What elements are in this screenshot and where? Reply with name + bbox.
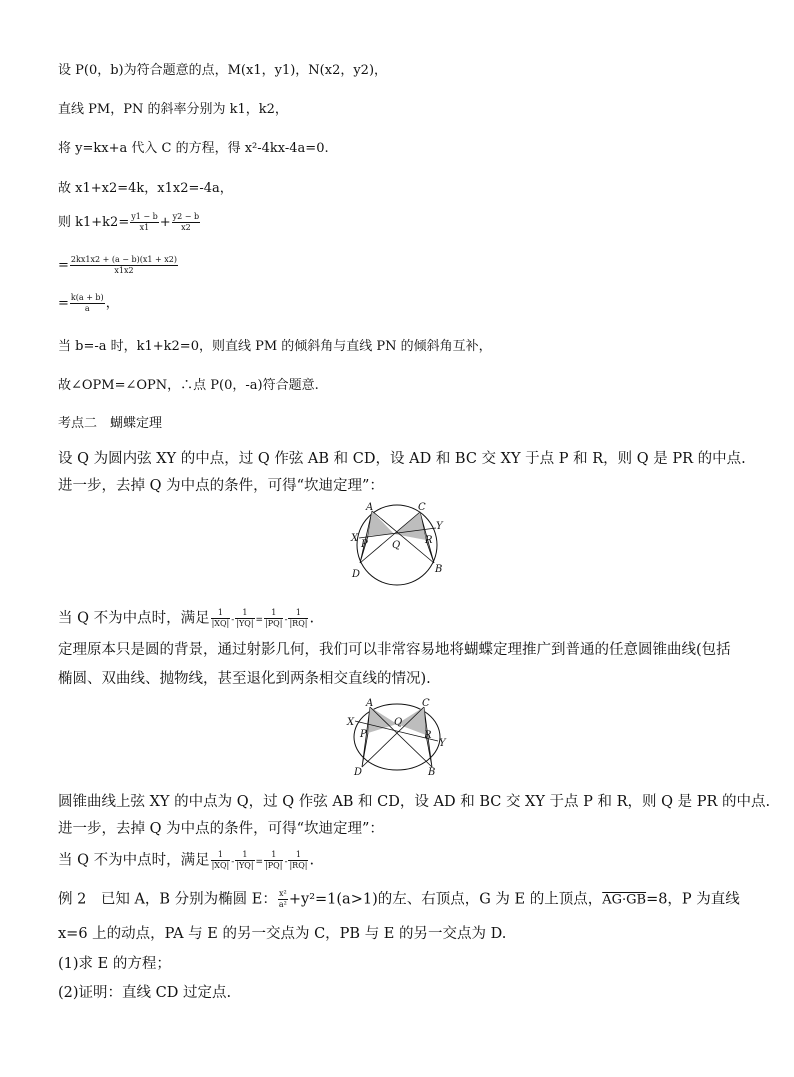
- projective-paragraph-line-2: 椭圆、双曲线、抛物线，甚至退化到两条相交直线的情况).: [58, 671, 431, 687]
- example-2-part-1: (1)求 E 的方程；: [58, 956, 171, 972]
- example-2-part-2: (2)证明：直线 CD 过定点.: [58, 985, 232, 1001]
- label-R: R: [425, 535, 433, 546]
- solution-line-6: [58, 255, 179, 276]
- label-Q: Q: [392, 540, 401, 551]
- fraction-result: $\frac{k(a + b)}{a}$: [70, 293, 104, 313]
- plus-sign: +: [159, 215, 171, 230]
- example-2-line-1: 例 2 已知 A，B 分别为椭圆 E： $\frac{\text{x²}}{\text{a²}}$ +y²=1(a>1)的左、右顶点，G 为 E 的上顶点，AG·GB=8，P 为直线: [58, 889, 740, 909]
- label-D: D: [354, 767, 363, 778]
- equals-sign: =: [58, 258, 69, 273]
- kandi-formula-2: 当 Q 不为中点时，满足 $\frac{1}{|XQ|}$ - $\frac{1}{|YQ|}$ = $\frac{1}{|PQ|}$ - $\frac{1}{|RQ|}$ .: [58, 850, 315, 870]
- solution-line-7: = $\frac{k(a + b)}{a}$ ，: [58, 293, 119, 313]
- fraction-sum: $\frac{2kx1x2 + (a - b)(x1 + x2)}{x1x2}$: [70, 255, 177, 275]
- solution-line-3: 将 y=kx+a 代入 C 的方程，得 x²-4kx-4a=0.: [58, 141, 329, 156]
- label-B: B: [428, 767, 436, 778]
- solution-line-9: 故∠OPM=∠OPN，∴点 P(0，-a)符合题意.: [58, 378, 319, 393]
- equals-sign: =: [58, 296, 69, 311]
- label-X: X: [347, 717, 355, 728]
- solution-line-8: 当 b=-a 时，k1+k2=0，则直线 PM 的倾斜角与直线 PN 的倾斜角互补，: [58, 339, 492, 354]
- butterfly-circle-figure: [340, 500, 450, 590]
- fraction-2: $\frac{y2 - b}{x2}$: [172, 212, 200, 232]
- kandi-intro-2: 进一步，去掉 Q 为中点的条件，可得“坎迪定理”：: [58, 821, 384, 837]
- kandi-formula-1: 当 Q 不为中点时，满足 $\frac{1}{|XQ|}$ - $\frac{1}{|YQ|}$ = $\frac{1}{|PQ|}$ - $\frac{1}{|RQ|}$ .: [58, 608, 315, 628]
- label-A: A: [366, 698, 374, 709]
- label-Y: Y: [436, 521, 443, 532]
- label-P: P: [360, 729, 367, 740]
- label-D: D: [352, 569, 361, 580]
- conic-butterfly-statement: 圆锥曲线上弦 XY 的中点为 Q，过 Q 作弦 AB 和 CD，设 AD 和 BC 交 XY 于点 P 和 R，则 Q 是 PR 的中点.: [58, 794, 771, 810]
- example-2-line-2: x=6 上的动点，PA 与 E 的另一交点为 C，PB 与 E 的另一交点为 D.: [58, 926, 507, 942]
- projective-paragraph-line-1: 定理原本只是圆的背景，通过射影几何，我们可以非常容易地将蝴蝶定理推广到普通的任意圆锥曲线(包括: [58, 642, 731, 658]
- kandi-intro: 进一步，去掉 Q 为中点的条件，可得“坎迪定理”：: [58, 478, 384, 494]
- solution-line-5: [58, 212, 201, 233]
- label-X: X: [351, 533, 359, 544]
- fraction-1: $\frac{y1 - b}{x1}$: [131, 212, 158, 232]
- butterfly-theorem-statement: 设 Q 为圆内弦 XY 的中点，过 Q 作弦 AB 和 CD，设 AD 和 BC 交 XY 于点 P 和 R，则 Q 是 PR 的中点.: [58, 451, 746, 467]
- line5-prefix: 则 k1+k2=: [58, 215, 130, 230]
- label-R: R: [424, 730, 432, 741]
- butterfly-ellipse-figure: [340, 695, 452, 781]
- solution-line-2: 直线 PM，PN 的斜率分别为 k1，k2，: [58, 102, 288, 117]
- label-Q: Q: [394, 717, 403, 728]
- section-heading: 考点二 蝴蝶定理: [58, 416, 163, 431]
- solution-line-4: 故 x1+x2=4k，x1x2=-4a，: [58, 181, 233, 196]
- label-A: A: [366, 502, 374, 513]
- vector-product: AG·GB: [602, 892, 647, 908]
- label-B: B: [435, 564, 443, 575]
- label-Y: Y: [439, 738, 446, 749]
- solution-line-1: 设 P(0，b)为符合题意的点，M(x1，y1)，N(x2，y2)，: [58, 63, 388, 78]
- label-C: C: [422, 698, 430, 709]
- ellipse-fraction: $\frac{\text{x²}}{\text{a²}}$: [278, 889, 287, 909]
- label-P: P: [361, 539, 368, 550]
- label-C: C: [418, 502, 426, 513]
